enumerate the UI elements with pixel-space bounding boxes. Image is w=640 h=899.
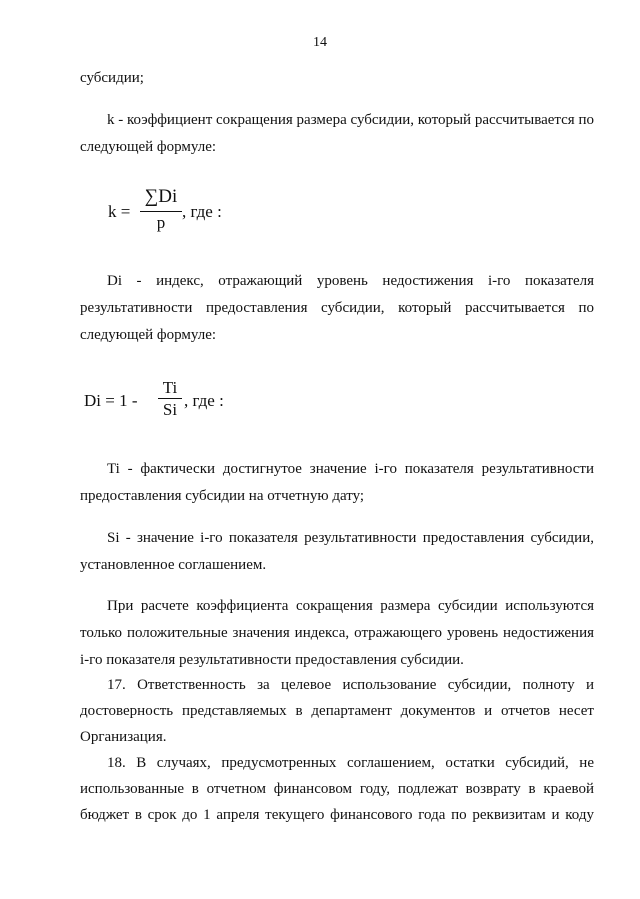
- formula-d: [84, 376, 244, 426]
- page-number: 14: [313, 35, 327, 50]
- text-line: k - коэффициент сокращения размера субсидии, который рассчитывается по: [107, 112, 594, 128]
- text-line: установленное соглашением.: [80, 557, 267, 573]
- text-line: Организация.: [80, 729, 167, 745]
- text-line: 17. Ответственность за целевое использование субсидии, полноту и: [107, 677, 594, 693]
- text-line: следующей формуле:: [80, 139, 217, 155]
- formula-k-bar: [140, 211, 182, 212]
- formula-d-numerator: Ti: [162, 378, 178, 397]
- text-line: При расчете коэффициента сокращения размера субсидии используются: [107, 598, 594, 614]
- text-line: предоставления субсидии на отчетную дату;: [80, 488, 365, 504]
- text-line: субсидии;: [80, 70, 144, 86]
- text-line: i-го показателя результативности предоставления субсидии.: [80, 652, 464, 668]
- formula-d-denominator: Si: [162, 400, 178, 419]
- formula-k-lhs: k =: [108, 202, 131, 221]
- formula-d-suffix: , где :: [184, 391, 224, 410]
- formula-k-numerator: ∑Di: [144, 186, 178, 207]
- formula-k-denominator: p: [156, 213, 166, 232]
- text-line: достоверность представляемых в департамент документов и отчетов несет: [80, 703, 594, 719]
- text-line: Si - значение i-го показателя результативности предоставления субсидии,: [107, 530, 594, 546]
- text-line: только положительные значения индекса, отражающего уровень недостижения: [80, 625, 594, 641]
- formula-d-lhs: Di = 1 -: [84, 391, 138, 410]
- text-line: использованные в отчетном финансовом году, подлежат возврату в краевой: [80, 781, 594, 797]
- text-line: результативности предоставления субсидии, который рассчитывается по: [80, 300, 594, 316]
- text-line: Di - индекс, отражающий уровень недостижения i-го показателя: [107, 273, 594, 289]
- text-line: 18. В случаях, предусмотренных соглашением, остатки субсидий, не: [107, 755, 594, 771]
- text-line: бюджет в срок до 1 апреля текущего финансового года по реквизитам и коду: [80, 807, 594, 823]
- formula-d-bar: [158, 398, 182, 399]
- text-line: следующей формуле:: [80, 327, 217, 343]
- formula-k: [108, 186, 268, 236]
- text-line: Ti - фактически достигнутое значение i-го показателя результативности: [107, 461, 594, 477]
- formula-k-suffix: , где :: [182, 202, 222, 221]
